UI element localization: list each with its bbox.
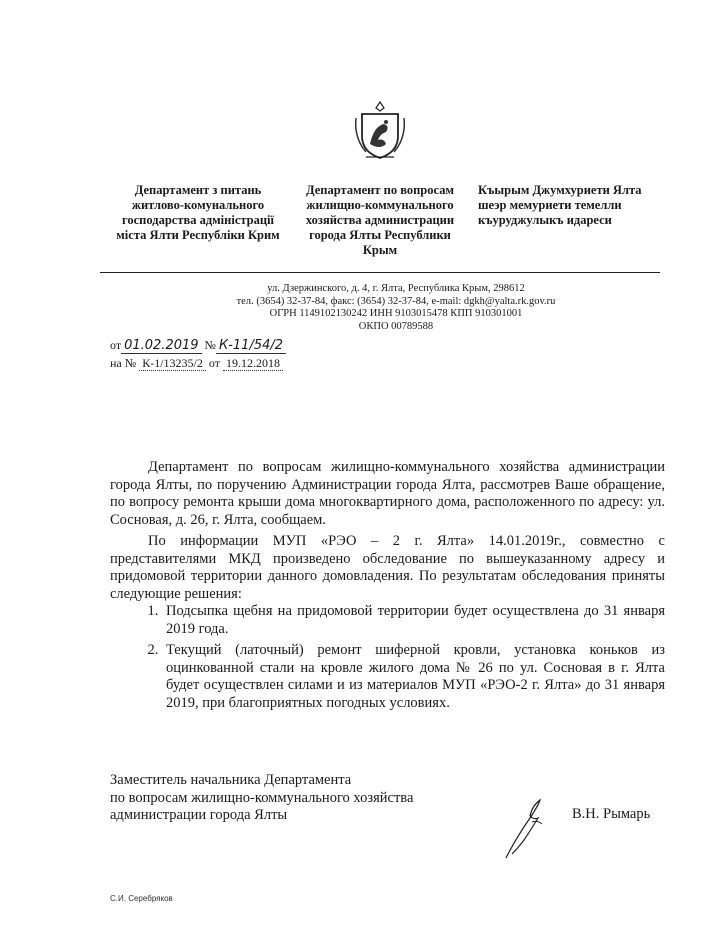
outgoing-reference — [110, 338, 286, 353]
decisions-list — [110, 603, 665, 712]
handwritten-signature-icon — [498, 792, 558, 862]
address-line: ул. Дзержинского, д. 4, г. Ялта, Республика Крым, 298612 — [267, 283, 525, 294]
signer-name: В.Н. Рымарь — [572, 806, 651, 822]
okpo-line: ОКПО 00789588 — [358, 320, 434, 332]
reply-prefix: на № — [110, 356, 137, 370]
signer-title-line-3: администрации города Ялты — [110, 807, 288, 823]
executor-name: С.И. Серебряков — [110, 894, 173, 903]
number-prefix: № — [204, 338, 216, 352]
signer-title-line-2: по вопросам жилищно-коммунального хозяйства — [110, 789, 414, 806]
body-paragraph-2: По информации МУП «РЭО – 2 г. Ялта» 14.01.2019г., совместно с представителями МКД произведено обследование по вышеуказанному адресу и придомовой территории данного домовладения. По результатам обследования приняты следующие решения: — [110, 533, 665, 602]
ogrn-line: ОГРН 1149102130242 ИНН 9103015478 КПП 910301001 — [269, 308, 523, 319]
phones-line: тел. (3654) 32-37-84, факс: (3654) 32-37-84, e-mail: dgkh@yalta.rk.gov.ru — [236, 295, 556, 307]
body-paragraph-1: Департамент по вопросам жилищно-коммунального хозяйства администрации города Ялты, по поручению Администрации города Ялта, рассмотрев Ваше обращение, по вопросу ремонта крыши дома многоквартирного дома, расположенного по адресу: ул. Сосновая, д. 26, г. Ялта, сообщаем. — [110, 459, 665, 528]
header-russian: Департамент по вопросам жилищно-коммунального хозяйства администрации города Ялты Республики Крым — [305, 183, 455, 257]
signer-title-line-1: Заместитель начальника Департамента — [110, 772, 352, 788]
reply-date-prefix: от — [208, 356, 220, 370]
letter-body — [110, 459, 665, 712]
reply-date: 19.12.2018 — [223, 356, 283, 371]
header-crimean-tatar: Къырым Джумхуриети Ялта шеэр мемуриети темелли къуруджулыкъ идареси — [478, 183, 642, 227]
signature-block — [110, 772, 413, 825]
reply-number: К-1/13235/2 — [139, 356, 206, 371]
header-ukrainian: Департамент з питань житлово-комунального господарства адміністрації міста Ялти Республіки Крим — [116, 183, 280, 242]
list-item: 1. Подсыпка щебня на придомовой территории будет осуществлена до 31 января 2019 года. — [162, 603, 665, 638]
contacts-block — [196, 283, 596, 333]
coat-of-arms-icon — [352, 100, 408, 162]
list-item: 2. Текущий (латочный) ремонт шиферной кровли, установка коньков из оцинкованной стали на кровле жилого дома № 26 по ул. Сосновая в г. Ялта будет осуществлен силами и из материалов МУП «РЭО-2 г. Ялта» до 31 января 2019, при благоприятных погодных условиях. — [162, 642, 665, 712]
reply-reference — [110, 356, 283, 371]
outgoing-date: 01.02.2019 — [121, 338, 201, 354]
outgoing-number: К-11/54/2 — [216, 338, 286, 354]
header-divider — [100, 272, 660, 273]
from-prefix: от — [110, 338, 122, 352]
